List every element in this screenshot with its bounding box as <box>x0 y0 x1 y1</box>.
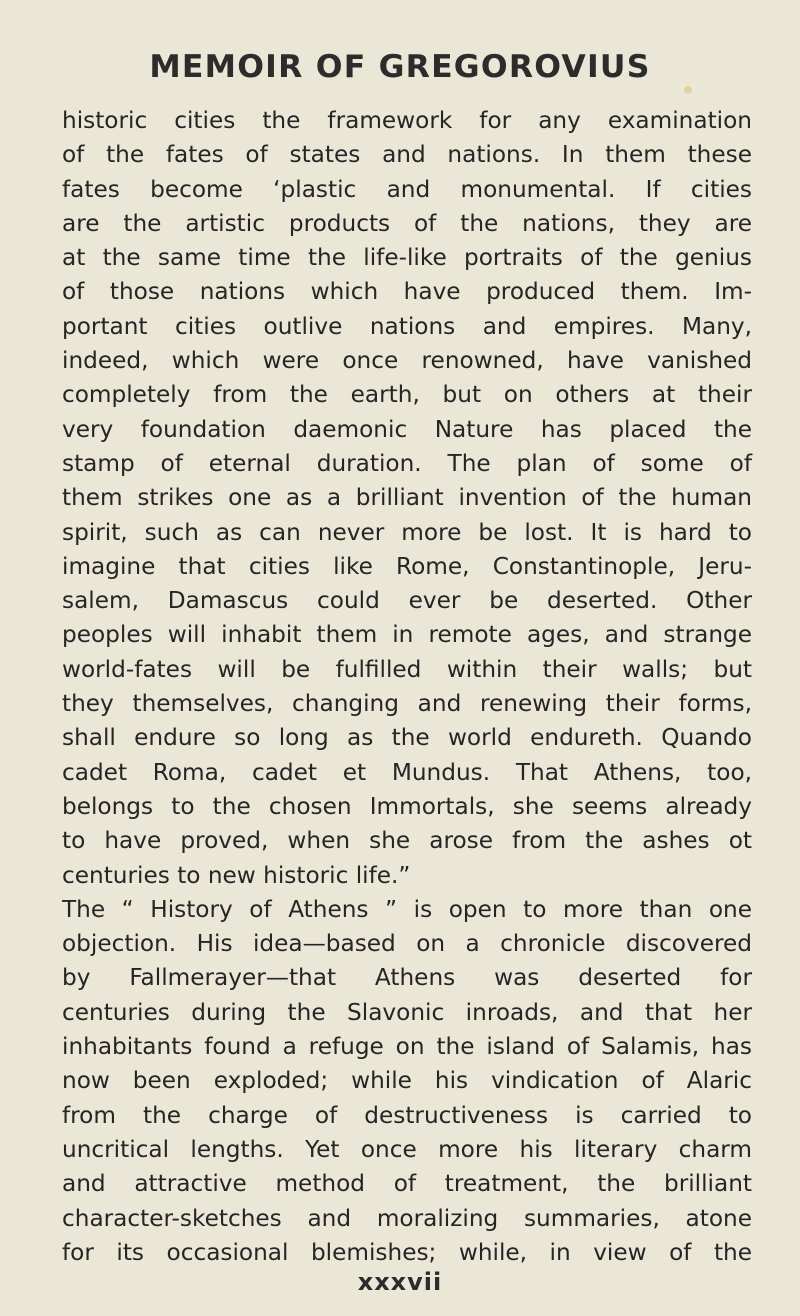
text-line: shall endure so long as the world endureth. Quando <box>62 724 752 752</box>
paragraph-end-line: centuries to new historic life.” <box>62 861 411 889</box>
body-text <box>62 104 752 1270</box>
text-line: very foundation daemonic Nature has placed the <box>62 415 752 443</box>
text-line: centuries during the Slavonic inroads, and that her <box>62 998 752 1026</box>
text-line: and attractive method of treatment, the brilliant <box>62 1170 752 1198</box>
running-title: MEMOIR OF GREGOROVIUS <box>149 49 651 85</box>
page-number: xxxvii <box>357 1268 443 1296</box>
text-line: them strikes one as a brilliant invention of the human <box>62 484 752 512</box>
text-line: world-fates will be fulfilled within their walls; but <box>62 655 752 683</box>
text-line: by Fallmerayer—that Athens was deserted for <box>62 964 752 992</box>
text-line: indeed, which were once renowned, have vanished <box>62 347 752 375</box>
text-line: inhabitants found a refuge on the island of Salamis, has <box>62 1033 752 1061</box>
text-line: peoples will inhabit them in remote ages, and strange <box>62 621 752 649</box>
text-line: uncritical lengths. Yet once more his literary charm <box>62 1135 752 1163</box>
text-line: from the charge of destructiveness is carried to <box>62 1101 752 1129</box>
text-line: fates become ‘plastic and monumental. If cities <box>62 175 752 203</box>
text-line: character-sketches and moralizing summaries, atone <box>62 1204 752 1232</box>
text-line: salem, Damascus could ever be deserted. Other <box>62 587 752 615</box>
paragraph-start-line: The “ History of Athens ” is open to more than one <box>62 895 752 923</box>
text-line: to have proved, when she arose from the ashes ot <box>62 827 752 855</box>
text-line: cadet Roma, cadet et Mundus. That Athens, too, <box>62 758 752 786</box>
text-line: now been exploded; while his vindication of Alaric <box>62 1067 752 1095</box>
text-line: at the same time the life-like portraits of the genius <box>62 244 752 272</box>
paper-stain <box>684 86 692 94</box>
text-line: for its occasional blemishes; while, in view of the <box>62 1238 752 1266</box>
text-line: of the fates of states and nations. In them these <box>62 141 752 169</box>
text-line: spirit, such as can never more be lost. It is hard to <box>62 518 752 546</box>
text-line: of those nations which have produced them. Im- <box>62 278 752 306</box>
text-line: belongs to the chosen Immortals, she seems already <box>62 792 752 820</box>
text-line: completely from the earth, but on others at their <box>62 381 752 409</box>
text-line: stamp of eternal duration. The plan of some of <box>62 449 752 477</box>
text-line: they themselves, changing and renewing their forms, <box>62 690 752 718</box>
text-line: imagine that cities like Rome, Constantinople, Jeru- <box>62 552 752 580</box>
text-line: objection. His idea—based on a chronicle discovered <box>62 930 752 958</box>
text-line: historic cities the framework for any examination <box>62 107 752 134</box>
text-line: portant cities outlive nations and empires. Many, <box>62 312 752 340</box>
text-line: are the artistic products of the nations, they are <box>62 209 752 237</box>
